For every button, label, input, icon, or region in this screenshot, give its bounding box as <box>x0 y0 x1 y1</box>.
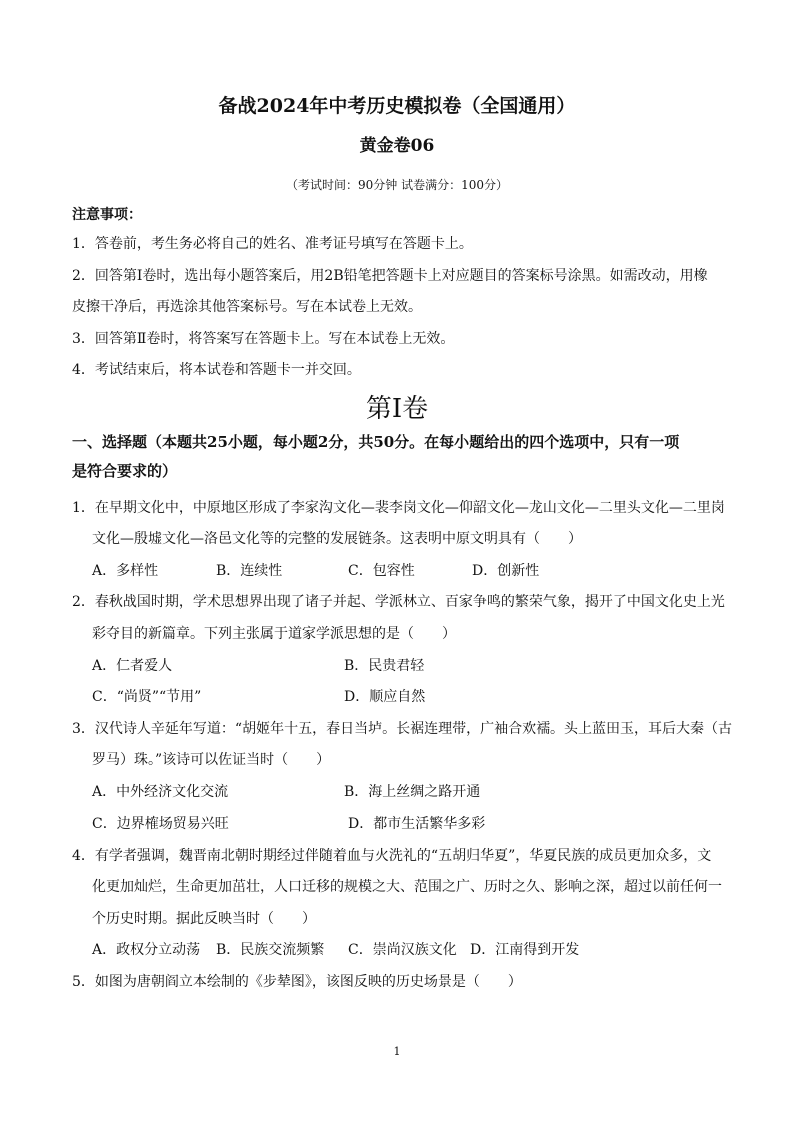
question-text: 1．在早期文化中，中原地区形成了李家沟文化—裴李岗文化—仰韶文化—龙山文化—二里头文化—二里岗 <box>72 500 725 516</box>
option-b: B．民族交流频繁 <box>216 942 325 958</box>
question-text: 彩夺目的新篇章。下列主张属于道家学派思想的是（ ） <box>92 626 456 642</box>
option-c: C．“尚贤”“节用” <box>92 689 202 705</box>
option-a: A．多样性 <box>92 563 159 579</box>
notice-item: 1．答卷前，考生务必将自己的姓名、准考证号填写在答题卡上。 <box>72 236 473 252</box>
exam-meta: （考试时间：90分钟 试卷满分：100分） <box>286 178 508 192</box>
option-a: A．仁者爱人 <box>92 658 173 674</box>
notice-item: 2．回答第Ⅰ卷时，选出每小题答案后，用2B铅笔把答题卡上对应题目的答案标号涂黑。如需改动，用橡 <box>72 268 708 284</box>
question-text: 罗马）珠。”该诗可以佐证当时（ ） <box>92 752 331 768</box>
option-a: A．政权分立动荡 <box>92 942 201 958</box>
notice-item: 皮擦干净后，再选涂其他答案标号。写在本试卷上无效。 <box>72 299 422 315</box>
option-d: D．创新性 <box>472 563 540 579</box>
option-c: C．包容性 <box>348 563 415 579</box>
option-c: C．崇尚汉族文化 <box>348 942 457 958</box>
option-d: D．都市生活繁华多彩 <box>348 816 486 832</box>
option-d: D．江南得到开发 <box>470 942 580 958</box>
part-title: 第Ⅰ卷 <box>365 394 429 424</box>
question-text: 3．汉代诗人辛延年写道：“胡姬年十五，春日当垆。长裾连理带，广袖合欢襦。头上蓝田玉，耳后大秦（古 <box>72 721 733 737</box>
section-heading: 一、选择题（本题共25小题，每小题2分，共50分。在每小题给出的四个选项中，只有一项 <box>72 433 680 451</box>
option-b: B．民贵君轻 <box>344 658 425 674</box>
option-d: D．顺应自然 <box>344 689 426 705</box>
question-text: 5．如图为唐朝阎立本绘制的《步辇图》，该图反映的历史场景是（ ） <box>72 974 522 990</box>
exam-subtitle: 黄金卷06 <box>359 136 435 156</box>
notice-heading: 注意事项： <box>72 207 142 223</box>
option-c: C．边界榷场贸易兴旺 <box>92 816 229 832</box>
question-text: 2．春秋战国时期，学术思想界出现了诸子并起、学派林立、百家争鸣的繁荣气象，揭开了中国文化史上光 <box>72 594 725 610</box>
notice-item: 4．考试结束后，将本试卷和答题卡一并交回。 <box>72 362 361 378</box>
notice-item: 3．回答第Ⅱ卷时，将答案写在答题卡上。写在本试卷上无效。 <box>72 331 455 347</box>
section-heading-cont: 是符合要求的） <box>72 462 178 480</box>
question-text: 个历史时期。据此反映当时（ ） <box>92 911 316 927</box>
option-b: B．连续性 <box>216 563 283 579</box>
question-text: 4．有学者强调，魏晋南北朝时期经过伴随着血与火洗礼的“五胡归华夏”，华夏民族的成员更加众多，文 <box>72 848 712 864</box>
option-a: A．中外经济文化交流 <box>92 784 229 800</box>
option-b: B．海上丝绸之路开通 <box>344 784 481 800</box>
page-number: 1 <box>393 1045 401 1058</box>
question-text: 文化—殷墟文化—洛邑文化等的完整的发展链条。这表明中原文明具有（ ） <box>92 531 582 547</box>
question-text: 化更加灿烂，生命更加茁壮，人口迁移的规模之大、范围之广、历时之久、影响之深，超过以前任何一 <box>92 879 722 895</box>
exam-title: 备战2024年中考历史模拟卷（全国通用） <box>218 95 576 117</box>
